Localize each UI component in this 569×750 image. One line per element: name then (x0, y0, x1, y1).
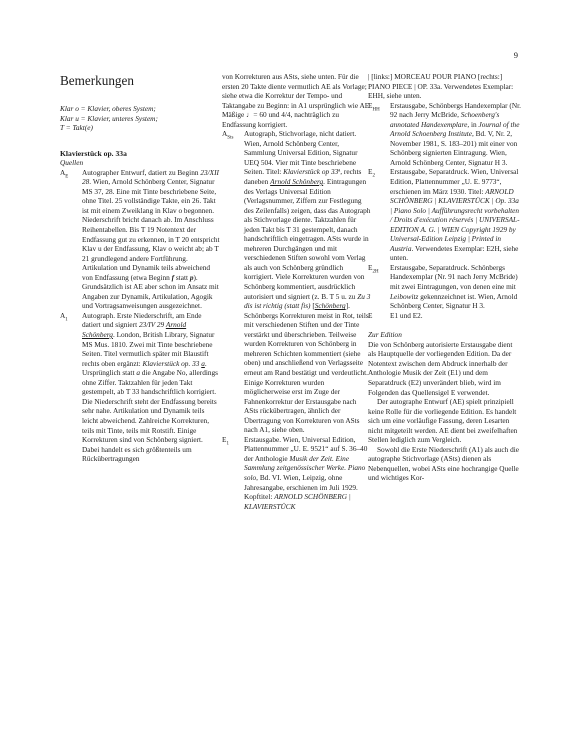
entry-text-segment: Erstausgabe. Wien, Universal Edition, Plattennummer „U. E. 9521“ auf S. 36–40 der Anthologie (244, 434, 368, 463)
source-description (82, 168, 220, 311)
source-list (60, 168, 220, 464)
entry-text-segment: . Verwendetes Exemplar: E2H, siehe unten. (390, 243, 519, 263)
entry-text-segment: Erstausgabe, Separatdruck. Wien, Universal Edition, Plattennummer „U. E. 9773“, erschienen im März 1930. Titel: (390, 167, 519, 196)
legend-line: Klar o = Klavier, oberes System; (60, 104, 156, 113)
source-siglum: $E_2$ (368, 167, 375, 179)
source-list-continued (222, 129, 372, 511)
legend-line: Klar u = Klavier, unteres System; (60, 113, 158, 123)
entry-text-segment: Erstausgabe, Separatdruck. Schönbergs Handexemplar (Nr. 91 nach Jerry McBride) mit zwei Eintragungen, von denen eine mit (390, 262, 518, 292)
source-description (82, 311, 220, 464)
edition-heading: Zur Edition (368, 330, 402, 340)
entry-text-segment: Schoenberg's annotated Handexemplare (390, 110, 500, 129)
legend-line: T = Takt(e) (60, 123, 93, 133)
page-number: 9 (513, 50, 518, 60)
entry-text-segment: Autograph, Stichvorlage, nicht datiert. Wien, Arnold Schönberg Center, Sammlung Universal Edition, Signatur UEQ 504. Vier mit Tinte beschriebene Seiten. Titel: (244, 129, 358, 177)
continued-text (368, 72, 522, 101)
entry-text-segment: Autograph. Erste Niederschrift, am Ende datiert und signiert (82, 310, 202, 330)
entry-text-segment: . Wien, Arnold Schönberg Center, Signatur MS 37, 28. Eine mit Tinte beschriebene Seite, ohne Titel. 25 vollständige Takte, ein 26. Takt ist mit einem Zweiklang in Klav o begonnen. Niederschrift bricht danach ab. Im Anschluss Reihentabellen. Bis T 19 Notentext der Endfassung gut zu erkennen, in T 20 entspricht Klav u der Endfassung, Klav o weicht ab; ab T 21 grundlegend andere Fortführung. Artikulation und Dynamik teils abweichend von Endfassung (etwa Beginn (82, 177, 220, 282)
source-entry (60, 311, 220, 464)
entry-text-segment: Zu 3 dis ist richtig (statt fis) (244, 291, 371, 311)
entry-text-segment: die Angabe No, allerdings ohne Ziffer. Taktzahlen für jeden Takt gestempelt, ab T 33 handschriftlich korrigiert. Die Niederschrift steht der Endfassung bereits sehr nahe. Artikulation und Dynamik teils leicht abweichend. Zahlreiche Korrekturen, teils mit Tinte, teils mit Rotstift. Einige Korrekturen sind von Schönberg signiert. Dabei handelt es sich größtenteils um Rückübertragungen (82, 368, 219, 464)
entry-text-segment: Arnold Schönberg (270, 177, 324, 187)
edition-paragraph: Die von Schönberg autorisierte Erstausgabe dient als Hauptquelle der vorliegenden Edition. Da der Notentext zwischen dem Abdruck innerhalb der Anthologie Musik der Zeit (E1) und dem Separatdruck (E2) unverändert blieb, wird im Folgenden das Quellensigel E verwendet. (368, 339, 513, 397)
source-entry (368, 167, 522, 262)
continued-paragraph: von Korrekturen aus ASts, siehe unten. Für die ersten 20 Takte diente vermutlich AE als Vorlage; siehe etwa die Korrektur der Tempo- und Taktangabe zu Beginn: in A1 ursprünglich wie AE Mäßige ♩= 60 und 4/4, nachträglich zu Endfassung korrigiert. (222, 72, 370, 129)
source-entry (368, 263, 522, 311)
entry-text-segment: a (136, 368, 140, 378)
edition-paragraph: Der autographe Entwurf (AE) spielt prinzipiell keine Rolle für die vorliegende Edition. Es handelt sich um eine vorläufige Fassung, deren Lesarten nicht mitgeteilt werden. AE dient bei zweifelhaften Stellen lediglich zum Vergleich. (368, 397, 518, 445)
column-2 (222, 72, 372, 511)
entry-text-segment: , Bd. V, Nr. 2, November 1981, S. 183–201) mit einer von Schönberg signierten Eintragung. Wien, Arnold Schönberg Center, Signatur H 3. (390, 129, 518, 167)
source-siglum: $A_{Sts}$ (222, 129, 234, 141)
entry-text-segment: . London, British Library, Signatur MS Mus. 1810. Zwei mit Tinte beschriebene Seiten. Titel vermutlich später mit Blaustift rechts oben ergänzt: (82, 330, 215, 368)
entry-text-segment: Schönberg (314, 301, 346, 311)
source-entry (222, 129, 372, 435)
entry-text-segment: ]. Schönbergs Korrekturen meist in Rot, teils mit verschiedenen Stiften und der Tinte verstärkt und überschrieben. Teilweise wurden Korrekturen von Schönberg in mehreren Schichten kommentiert (siehe oben) und anschließend von Verlagsseite erneut am Rand bestätigt und verdeutlicht. Einige Korrekturen wurden möglicherweise erst im Zuge der Fahnenkorrektur der Erstausgabe nach ASts rückübertragen, ähnlich der Übertragung von Korrekturen von ASts nach A1, siehe oben. (244, 301, 369, 435)
entry-text-segment: Klavierstück op. 33 (142, 358, 202, 368)
entry-text-segment: ). Grundsätzlich ist AE aber schon im Ansatz mit Angaben zur Dynamik, Artikulation, Agogik und Vortragsanweisungen ausgezeichnet. (82, 272, 219, 311)
entry-text-segment: a (201, 358, 205, 368)
source-description (244, 129, 372, 435)
entry-text-segment: Journal of the Arnold Schoenberg Institute (390, 119, 520, 139)
entry-text-segment: . Ursprünglich statt (82, 358, 207, 378)
entry-text-segment: 23/XII 28 (82, 167, 219, 187)
continued-paragraph: | [links:] MORCEAU POUR PIANO [rechts:] PIANO PIECE | OP. 33a. Verwendetes Exemplar: EHH, siehe unten. (368, 72, 514, 101)
source-description (390, 167, 522, 262)
column-3 (368, 72, 522, 483)
entry-text-segment: Leibowitz (390, 291, 419, 301)
entry-text-segment: gekennzeichnet ist. Wien, Arnold Schönberg Center, Signatur H 3. (390, 291, 518, 311)
source-entry (368, 311, 522, 321)
source-description (390, 311, 522, 321)
continued-text (222, 72, 372, 129)
entry-text-segment: . Eintragungen des Verlags Universal Edition (Verlagsnummer, Ziffern zur Festlegung des Zeilenfalls) zeigen, dass das Autograph als Stichvorlage diente. Taktzahlen für jeden Takt bis T 31 gestempelt, danach handschriftlich eingetragen. ASts wurde in mehreren Durchgängen und mit verschiedenen Stiften sowohl vom Verlag als auch von Schönberg gründlich korrigiert. Viele Korrekturen wurden von Schönberg kommentiert, ausdrücklich autorisiert und signiert (z. B. T 5 u. zu (244, 177, 371, 301)
entry-text-segment: ARNOLD SCHÖNBERG | KLAVIERSTÜCK (244, 492, 351, 511)
entry-text-segment: [ (310, 301, 315, 311)
piece-heading: Klavierstück op. 33a (60, 148, 127, 158)
source-description (390, 263, 522, 311)
source-siglum: $A_E$ (60, 167, 69, 180)
entry-text-segment: 23/IV 29 (138, 320, 166, 330)
source-siglum: $E_{2H}$ (368, 262, 379, 275)
page-title: Bemerkungen (60, 73, 134, 88)
entry-text-segment: Arnold Schönberg (82, 320, 187, 340)
entry-text-segment: statt (174, 272, 190, 282)
source-siglum: $A_1$ (60, 310, 68, 323)
entry-text-segment: ª, rechts daneben (244, 167, 362, 187)
source-description (244, 435, 372, 511)
entry-text-segment: E1 und E2. (390, 310, 423, 320)
source-entry (368, 101, 522, 168)
source-siglum: $E_1$ (222, 434, 229, 447)
sources-heading: Quellen (60, 158, 84, 168)
abbreviation-legend (60, 104, 220, 133)
source-entry (60, 168, 220, 311)
entry-text-segment: Klavierstück op 33 (283, 167, 339, 177)
entry-text-segment: Musik der Zeit. Eine Sammlung zeitgenössischer Werke. Piano solo (244, 453, 366, 482)
edition-paragraph: Sowohl die Erste Niederschrift (A1) als auch die autographe Stichvorlage (ASts) dienen als Nebenquellen, wobei ASts eine hochrangige Quelle und wichtiges Kor- (368, 444, 520, 483)
column-1 (60, 72, 220, 464)
source-siglum: $E_{HH}$ (368, 100, 380, 113)
entry-text-segment: p (189, 272, 194, 282)
source-entry (222, 435, 372, 511)
source-siglum: E (368, 310, 373, 320)
entry-text-segment: Erstausgabe, Schönbergs Handexemplar (Nr. 92 nach Jerry McBride, (390, 100, 521, 120)
edition-notes (368, 340, 522, 483)
entry-text-segment: f (171, 272, 175, 282)
entry-text-segment: Autographer Entwurf, datiert zu Beginn (82, 167, 201, 177)
source-description (390, 101, 522, 168)
entry-text-segment: , Bd. VI. Wien, Leipzig, ohne Jahresangabe, erschienen im Juli 1929. Kopftitel: (244, 472, 358, 502)
entry-text-segment: ARNOLD SCHÖNBERG | KLAVIERSTÜCK | Op. 33a | Piano Solo | Aufführungsrecht vorbehalten / Droits d'exécution réservés | UNIVERSAL-EDITION A. G. | WIEN Copyright 1929 by Universal-Edition Leipzig | Printed in Austria (390, 186, 520, 253)
entry-text-segment: , in (467, 119, 479, 129)
source-list-continued (368, 101, 522, 321)
